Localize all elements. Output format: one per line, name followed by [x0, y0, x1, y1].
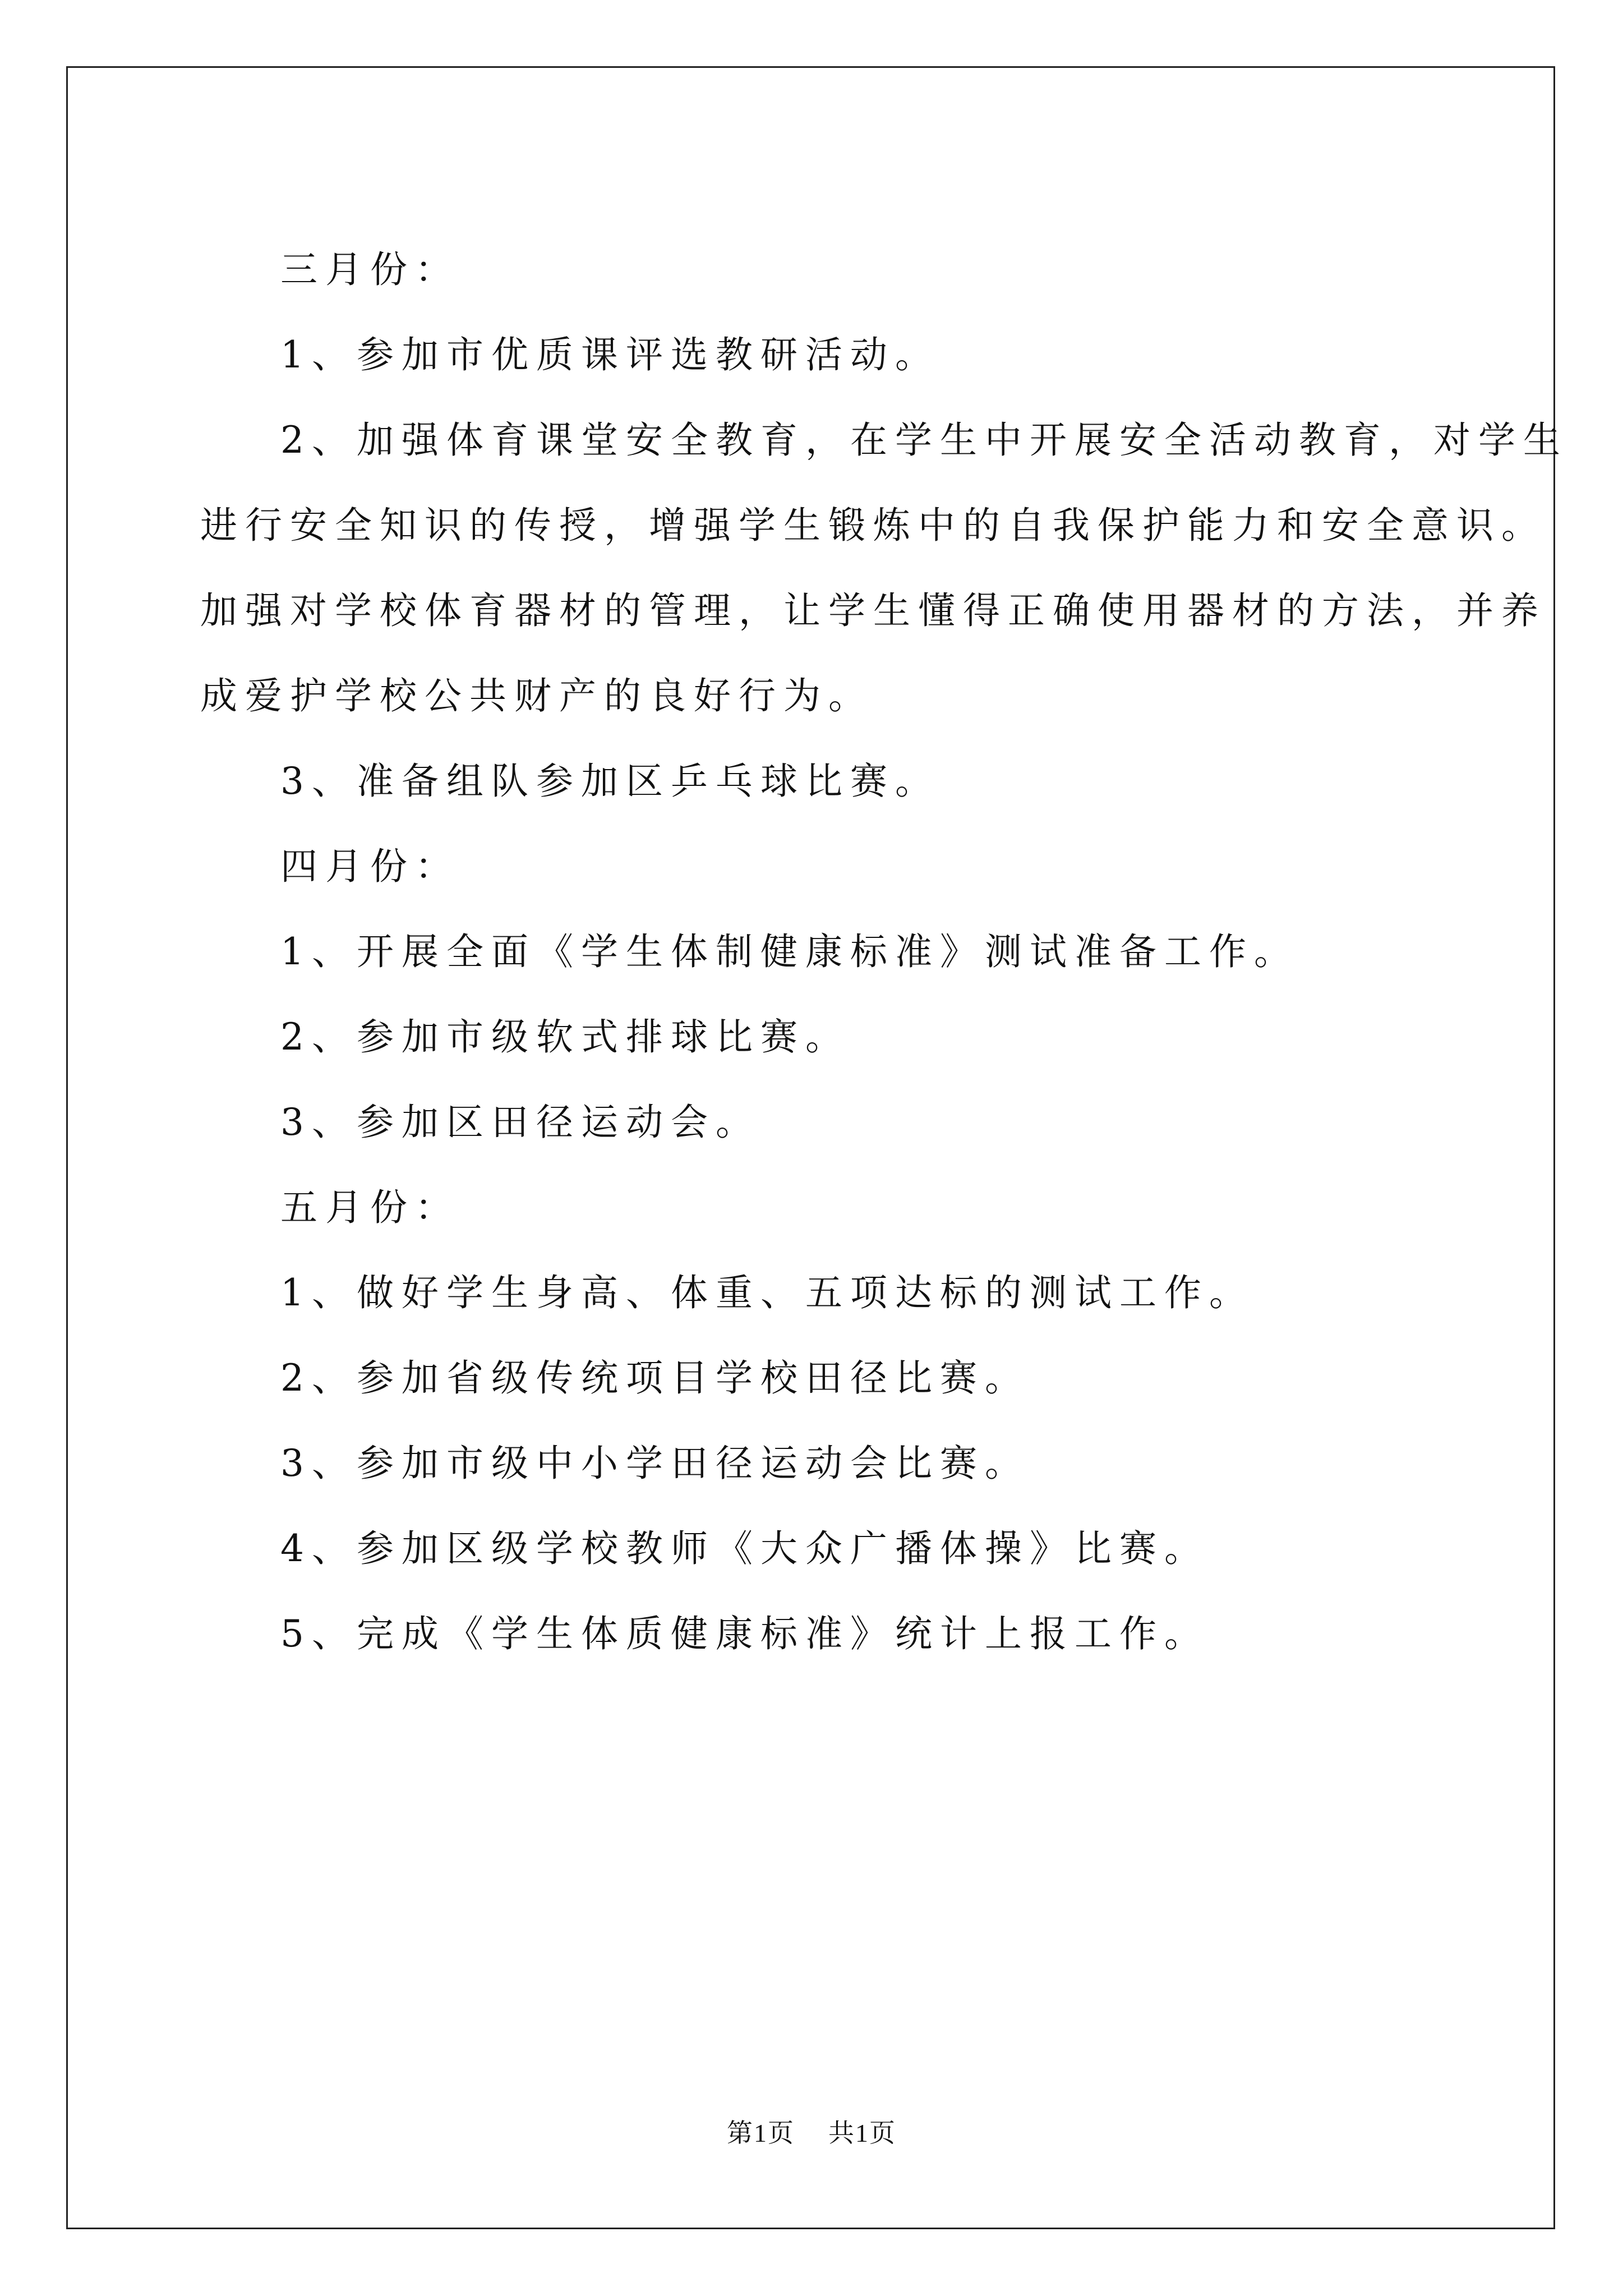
heading-march: 三月份： [280, 248, 460, 291]
page-footer [0, 2113, 1623, 2150]
heading-may: 五月份： [280, 1186, 460, 1229]
march-item-3: 3、准备组队参加区乒乓球比赛。 [280, 760, 940, 803]
march-item-2-line-2: 进行安全知识的传授，增强学生锻炼中的自我保护能力和安全意识。 [200, 504, 1546, 547]
page-number-total: 共1页 [828, 2119, 896, 2147]
april-item-3: 3、参加区田径运动会。 [280, 1101, 760, 1144]
may-item-1: 1、做好学生身高、体重、五项达标的测试工作。 [280, 1271, 1254, 1314]
march-item-2-line-3: 加强对学校体育器材的管理，让学生懂得正确使用器材的方法，并养 [200, 589, 1546, 632]
april-item-1: 1、开展全面《学生体制健康标准》测试准备工作。 [280, 930, 1299, 973]
may-item-2: 2、参加省级传统项目学校田径比赛。 [280, 1356, 1030, 1400]
april-item-2: 2、参加市级软式排球比赛。 [280, 1015, 850, 1059]
document-body [200, 227, 1568, 1677]
may-item-5: 5、完成《学生体质健康标准》统计上报工作。 [280, 1612, 1209, 1655]
march-item-2-line-1: 2、加强体育课堂安全教育，在学生中开展安全活动教育，对学生 [280, 418, 1568, 462]
page-number-current: 第1页 [727, 2119, 795, 2147]
heading-april: 四月份： [280, 845, 460, 888]
may-item-4: 4、参加区级学校教师《大众广播体操》比赛。 [280, 1527, 1209, 1570]
march-item-2-line-4: 成爱护学校公共财产的良好行为。 [200, 674, 873, 717]
may-item-3: 3、参加市级中小学田径运动会比赛。 [280, 1442, 1030, 1485]
march-item-1: 1、参加市优质课评选教研活动。 [280, 333, 940, 376]
